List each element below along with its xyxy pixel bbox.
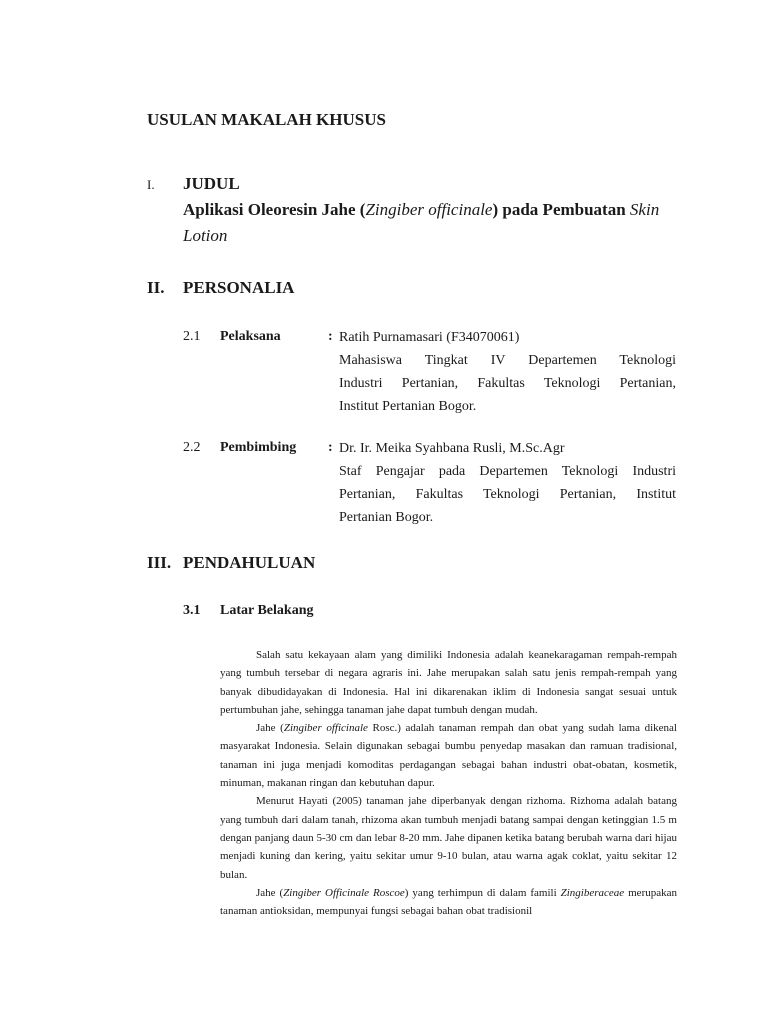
personalia-item-1-details xyxy=(339,326,676,418)
paragraph-4-species: Zingiber Officinale Roscoe xyxy=(283,886,405,899)
paragraph-4 xyxy=(220,884,677,921)
judul-species-name: Zingiber officinale xyxy=(365,200,493,219)
personalia-item-2-colon: : xyxy=(328,440,333,455)
paragraph-1: Salah satu kekayaan alam yang dimiliki Indonesia adalah keanekaragaman rempah-rempah yang tumbuh tersebar di negara agraris ini. Jahe merupakan salah satu jenis rempah-rempah yang banyak dibudidayakan di Indonesia. Hal ini dikarenakan iklim di Indonesia sangat sesuai untuk pertumbuhan jahe, sehingga tanaman jahe dapat tumbuh dengan mudah. xyxy=(220,649,677,716)
judul-text-a: Aplikasi Oleoresin Jahe ( xyxy=(183,200,366,219)
judul-title-line-2: Lotion xyxy=(183,226,228,245)
personalia-item-1-line: Institut Pertanian Bogor. xyxy=(339,399,477,414)
latar-belakang-body xyxy=(220,646,677,920)
personalia-item-1-line: Industri Pertanian, Fakultas Teknologi Pertanian, xyxy=(339,376,676,391)
section-2-number: II. xyxy=(147,278,165,297)
subsection-3-1-number: 3.1 xyxy=(183,603,201,618)
subsection-3-1-title: Latar Belakang xyxy=(220,603,314,618)
personalia-item-2-line: Pertanian Bogor. xyxy=(339,510,434,525)
personalia-item-2-label: Pembimbing xyxy=(220,440,297,455)
personalia-item-2-number: 2.2 xyxy=(183,440,201,455)
personalia-item-2-line: Dr. Ir. Meika Syahbana Rusli, M.Sc.Agr xyxy=(339,441,565,456)
section-1-number: I. xyxy=(147,177,155,192)
paragraph-4-text-b: ) yang terhimpun di dalam famili xyxy=(404,886,561,899)
judul-text-skin: Skin xyxy=(629,200,660,219)
paragraph-2 xyxy=(220,719,677,792)
paragraph-3: Menurut Hayati (2005) tanaman jahe diperbanyak dengan rizhoma. Rizhoma adalah batang yang tumbuh dari dalam tanah, rhizoma akan tumbuh menjadi batang sampai dengan ketinggian 1.5 m dengan panjang daun 5-30 cm dan lebar 8-20 mm. Jahe dipanen ketika batang berubah warna dari hijau menjadi kuning dan kering, yaitu sekitar umur 9-10 bulan, atau warna agak coklat, yaitu sekitar 12 bulan. xyxy=(220,795,677,881)
personalia-item-1-number: 2.1 xyxy=(183,329,201,344)
personalia-item-1-label: Pelaksana xyxy=(220,329,281,344)
section-3-heading: PENDAHULUAN xyxy=(183,553,316,572)
section-2-heading: PERSONALIA xyxy=(183,278,295,297)
personalia-item-1-colon: : xyxy=(328,329,333,344)
judul-title-line-1 xyxy=(183,200,659,220)
document-title: USULAN MAKALAH KHUSUS xyxy=(147,110,386,129)
judul-text-b: ) pada Pembuatan xyxy=(492,200,630,219)
section-1-heading: JUDUL xyxy=(183,174,240,193)
personalia-item-2-details xyxy=(339,437,676,529)
personalia-item-2-line: Pertanian, Fakultas Teknologi Pertanian, Institut xyxy=(339,487,676,502)
paragraph-4-text-a: Jahe ( xyxy=(256,886,284,899)
paragraph-2-species: Zingiber officinale xyxy=(283,722,368,735)
personalia-item-2-line: Staf Pengajar pada Departemen Teknologi Industri xyxy=(339,464,676,479)
paragraph-2-text-a: Jahe ( xyxy=(256,722,284,735)
personalia-item-1-line: Ratih Purnamasari (F34070061) xyxy=(339,330,520,345)
personalia-item-1-line: Mahasiswa Tingkat IV Departemen Teknologi xyxy=(339,353,676,368)
paragraph-2-text-b: Rosc.) adalah tanaman rempah dan obat yang sudah lama dikenal masyarakat Indonesia. Selain digunakan sebagai bumbu penyedap masakan dan ramuan tradisional, tanaman ini juga menjadi komoditas perdagangan sebagai bahan industri obat-obatan, kosmetik, minuman, makanan ringan dan kebutuhan dapur. xyxy=(220,722,677,790)
paragraph-4-family: Zingiberaceae xyxy=(560,886,625,899)
paragraph-4-text-c: merupakan tanaman antioksidan, mempunyai fungsi sebagai bahan obat tradisionil xyxy=(220,886,677,918)
section-3-number: III. xyxy=(147,553,172,572)
